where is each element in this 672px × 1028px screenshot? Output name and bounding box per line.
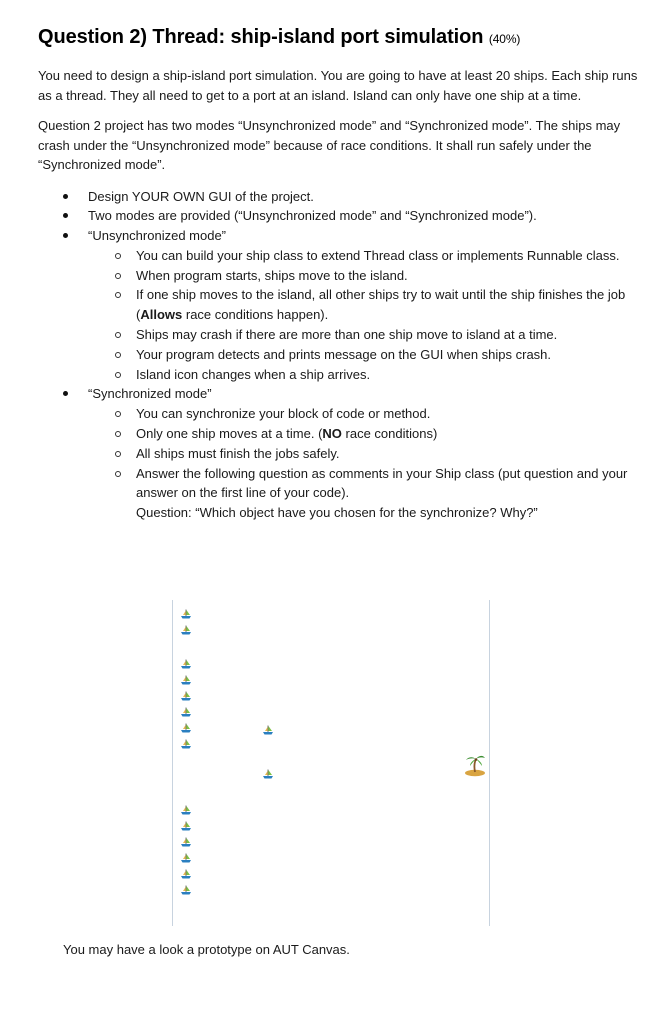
hollow-bullet-icon bbox=[115, 273, 121, 279]
subitem-text: If one ship moves to the island, all other ships try to wait until the ship finishes the job ( bbox=[136, 287, 626, 323]
unsynchronized-sublist bbox=[88, 246, 638, 385]
ship-icon bbox=[180, 674, 192, 686]
hollow-bullet-icon bbox=[115, 372, 121, 378]
question-weight: (40%) bbox=[488, 32, 521, 46]
subitem-text: Your program detects and prints message on the GUI when ships crash. bbox=[136, 346, 552, 362]
ship-icon bbox=[180, 868, 192, 880]
ship-icon bbox=[180, 738, 192, 750]
requirements-list bbox=[38, 187, 638, 524]
ship-icon bbox=[262, 724, 274, 736]
question-title bbox=[38, 26, 638, 49]
requirement-text: Design YOUR OWN GUI of the project. bbox=[88, 188, 314, 204]
requirement-unsynchronized bbox=[38, 226, 638, 384]
requirement-gui bbox=[38, 187, 638, 207]
question-title-text: Question 2) Thread: ship-island port simulation bbox=[38, 26, 484, 48]
hollow-bullet-icon bbox=[115, 253, 121, 259]
ship-icon bbox=[180, 706, 192, 718]
bullet-icon bbox=[63, 213, 68, 218]
bullet-icon bbox=[63, 391, 68, 396]
ship-icon bbox=[180, 722, 192, 734]
ship-icon bbox=[180, 608, 192, 620]
unsync-item-island-icon bbox=[88, 365, 638, 385]
requirement-synchronized bbox=[38, 384, 638, 523]
ship-icon bbox=[262, 768, 274, 780]
right-boundary-line bbox=[489, 600, 490, 926]
hollow-bullet-icon bbox=[115, 332, 121, 338]
subitem-text: All ships must finish the jobs safely. bbox=[136, 445, 340, 461]
ship-icon bbox=[180, 690, 192, 702]
requirement-text: “Unsynchronized mode” bbox=[88, 228, 227, 244]
bullet-icon bbox=[63, 194, 68, 199]
document-page bbox=[38, 26, 638, 523]
requirement-text: “Synchronized mode” bbox=[88, 386, 212, 402]
unsync-item-detect bbox=[88, 345, 638, 365]
ship-icon bbox=[180, 804, 192, 816]
subitem-text: Island icon changes when a ship arrives. bbox=[136, 366, 371, 382]
ship-icon bbox=[180, 624, 192, 636]
question-text: Question: “Which object have you chosen for the synchronize? Why?” bbox=[136, 505, 538, 521]
hollow-bullet-icon bbox=[115, 352, 121, 358]
unsync-item-wait bbox=[88, 285, 638, 325]
palm-island-icon bbox=[464, 753, 486, 777]
requirement-text: Two modes are provided (“Unsynchronized mode” and “Synchronized mode”). bbox=[88, 208, 537, 224]
unsync-item-thread bbox=[88, 246, 638, 266]
hollow-bullet-icon bbox=[115, 451, 121, 457]
ship-icon bbox=[180, 836, 192, 848]
synchronized-sublist bbox=[88, 404, 638, 523]
ship-icon bbox=[180, 820, 192, 832]
subitem-text: Only one ship moves at a time. ( bbox=[136, 426, 323, 442]
ship-icon bbox=[180, 658, 192, 670]
sync-item-one-ship bbox=[88, 424, 638, 444]
requirement-modes bbox=[38, 206, 638, 226]
hollow-bullet-icon bbox=[115, 471, 121, 477]
subitem-text: You can build your ship class to extend Thread class or implements Runnable class. bbox=[136, 247, 620, 263]
subitem-text: Ships may crash if there are more than one ship move to island at a time. bbox=[136, 327, 558, 343]
subitem-text: Answer the following question as comments in your Ship class (put question and your answer on the first line of your code). bbox=[136, 465, 628, 501]
ship-icon bbox=[180, 884, 192, 896]
emphasis-text: NO bbox=[322, 426, 342, 442]
sync-item-safe bbox=[88, 444, 638, 464]
hollow-bullet-icon bbox=[115, 411, 121, 417]
sync-item-question bbox=[88, 464, 638, 523]
intro-paragraph-1: You need to design a ship-island port simulation. You are going to have at least 20 ships. Each ship runs as a thread. They all need to get to a port at an island. Island can only have one ship at a time. bbox=[38, 68, 638, 103]
intro-paragraph-2: Question 2 project has two modes “Unsynchronized mode” and “Synchronized mode”. The ships may crash under the “Unsynchronized mode” because of race conditions. It shall run safely under the “Synchronized mode”. bbox=[38, 118, 621, 172]
sync-item-block bbox=[88, 404, 638, 424]
ship-icon bbox=[180, 852, 192, 864]
left-boundary-line bbox=[172, 600, 173, 926]
unsync-item-start bbox=[88, 266, 638, 286]
subitem-text: When program starts, ships move to the island. bbox=[136, 267, 408, 283]
subitem-text: You can synchronize your block of code or method. bbox=[136, 406, 431, 422]
emphasis-text: Allows bbox=[140, 307, 183, 323]
prototype-screenshot bbox=[172, 600, 492, 930]
hollow-bullet-icon bbox=[115, 292, 121, 298]
unsync-item-crash bbox=[88, 325, 638, 345]
hollow-bullet-icon bbox=[115, 431, 121, 437]
footer-note: You may have a look a prototype on AUT Canvas. bbox=[63, 942, 350, 957]
subitem-text: race conditions happen). bbox=[182, 307, 329, 323]
subitem-text: race conditions) bbox=[341, 426, 438, 442]
bullet-icon bbox=[63, 233, 68, 238]
